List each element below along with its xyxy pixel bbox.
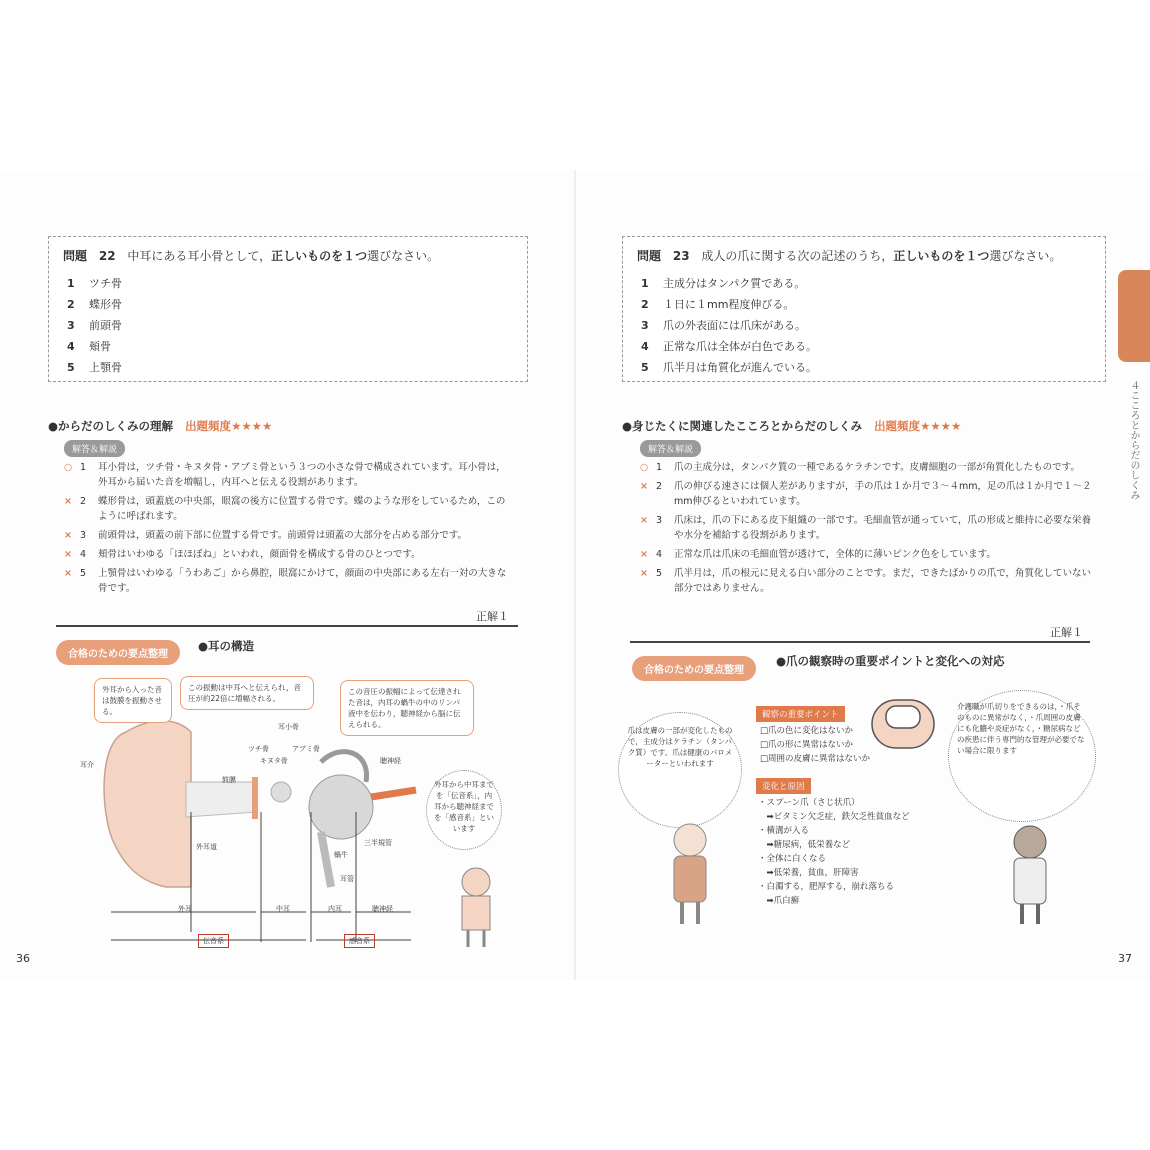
bear-character <box>650 820 730 930</box>
section-title: ●身じたくに関連したこころとからだのしくみ 出題頻度★★★★ <box>622 419 962 433</box>
question-stem-bold: 正しいものを１つ <box>271 249 368 263</box>
check-item: □周囲の皮膚に異常はないか <box>760 754 871 764</box>
question-stem-end: 選びなさい。 <box>989 249 1062 263</box>
label-ossicles: 耳小骨 <box>278 723 299 731</box>
label-tube: 耳管 <box>340 875 354 883</box>
divider <box>56 625 518 627</box>
change-item: ➡糖尿病，低栄養など <box>758 840 851 850</box>
option: 3 爪の外表面には爪床がある。 <box>641 319 806 332</box>
cochlea-shape <box>309 775 373 839</box>
point-title: ●爪の観察時の重要ポイントと変化への対応 <box>776 654 1005 668</box>
question-stem: 中耳にある耳小骨として， <box>127 249 272 263</box>
question-stem-end: 選びなさい。 <box>367 249 440 263</box>
label-auditory: 聴神経 <box>372 905 393 913</box>
change-item: ・横溝が入る <box>758 826 810 836</box>
ear-bubble-1: 外耳から入った音は鼓膜を振動させる。 <box>94 678 172 723</box>
eardrum-shape <box>252 777 258 819</box>
point-pill: 合格のための要点整理 <box>632 656 756 681</box>
label-canals: 三半規管 <box>364 839 392 847</box>
change-item: ・スプーン爪（さじ状爪） <box>758 798 860 808</box>
explanation-row: × 2 蝶形骨は，頭蓋底の中央部，眼窩の後方に位置する骨です。蝶のような形をしているため，このように呼ばれます。 <box>64 496 506 522</box>
change-item: ・全体に白くなる <box>758 854 827 864</box>
label-conductive: 伝音系 <box>198 934 229 948</box>
question-22-box <box>48 236 528 382</box>
question-label: 問題 <box>637 249 662 263</box>
change-item: ・白濁する，肥厚する，崩れ落ちる <box>758 882 895 892</box>
option: 4 頬骨 <box>67 340 111 353</box>
label-auricle: 耳介 <box>80 761 94 769</box>
question-number: 23 <box>672 249 690 263</box>
label-nerve: 聴神経 <box>380 757 401 765</box>
explanation-row: × 4 正常な爪は爪床の毛細血管が透けて，全体的に薄いピンク色をしています。 <box>640 549 996 560</box>
label-middle: 中耳 <box>276 905 290 913</box>
option: 5 爪半月は角質化が進んでいる。 <box>641 361 817 374</box>
star-rating: ★★★★ <box>231 419 273 433</box>
question-stem: 成人の爪に関する次の記述のうち， <box>701 249 894 263</box>
question-header <box>637 247 1061 264</box>
check-item: □爪の形に異常はないか <box>760 740 854 750</box>
gutter <box>574 170 576 980</box>
question-23-box <box>622 236 1106 382</box>
explanation-row: × 4 頬骨はいわゆる「ほほぼね」といわれ，顔面骨を構成する骨のひとつです。 <box>64 549 421 560</box>
change-item: ➡ビタミン欠乏症，鉄欠乏性貧血など <box>758 812 910 822</box>
question-options <box>641 273 817 378</box>
question-header <box>63 247 439 264</box>
tube-shape <box>321 832 331 887</box>
frequency: 出題頻度★★★★ <box>874 419 962 433</box>
option: 3 前頭骨 <box>67 319 122 332</box>
explanation-row: ○ 1 耳小骨は，ツチ骨・キヌタ骨・アブミ骨という３つの小さな骨で構成されています。耳小骨は，外耳から届いた音を増幅し，内耳へと伝える役割があります。 <box>64 462 506 488</box>
chapter-tab <box>1118 270 1150 362</box>
nail-illustration <box>868 696 938 750</box>
chapter-tab-text: ４こころとからだのしくみ <box>1128 380 1139 500</box>
character-bubble: 外耳から中耳までを「伝音系」，内耳から聴神経までを「感音系」といいます <box>426 770 502 850</box>
kaisetsu-tag: 解答＆解説 <box>640 440 701 457</box>
option: 2 １日に１mm程度伸びる。 <box>641 298 795 311</box>
page-number: 36 <box>16 952 30 965</box>
raccoon-character <box>990 820 1070 930</box>
explanation-row: × 5 上顎骨はいわゆる「うわあご」から鼻腔，眼窩にかけて，顔面の中央部にある左右一対の大きな骨です。 <box>64 568 507 594</box>
section-title: ●からだのしくみの理解 出題頻度★★★★ <box>48 419 273 433</box>
explanation-row: × 2 爪の伸びる速さには個人差がありますが，手の爪は１か月で３～４mm，足の爪は１か月で１～２mm伸びるといわれています。 <box>640 481 1092 507</box>
frequency: 出題頻度★★★★ <box>185 419 273 433</box>
ear-bubble-3: この音圧の振幅によって伝達された音は，内耳の蝸牛の中のリンパ液中を伝わり，聴神経から脳に伝えられる。 <box>340 680 474 736</box>
check-item: □爪の色に変化はないか <box>760 726 854 736</box>
answer: 正解１ <box>1050 626 1083 639</box>
explanation-row: × 3 前頭骨は，頭蓋の前下部に位置する骨です。前頭骨は頭蓋の大部分を占める部分です。 <box>64 530 467 541</box>
option: 1 主成分はタンパク質である。 <box>641 277 806 290</box>
label-incus: キヌタ骨 <box>260 757 288 765</box>
point-pill: 合格のための要点整理 <box>56 640 180 665</box>
divider <box>630 641 1090 643</box>
nail-bubble-left: 爪は皮膚の一部が変化したもので，主成分はケラチン（タンパク質）です。爪は健康のバロメーターといわれます <box>618 712 742 828</box>
explanation-row: × 5 爪半月は，爪の根元に見える白い部分のことです。まだ，できたばかりの爪で，角質化していない部分ではありません。 <box>640 568 1092 594</box>
star-rating: ★★★★ <box>920 419 962 433</box>
page-number: 37 <box>1118 952 1132 965</box>
question-options <box>67 273 122 378</box>
label-malleus: ツチ骨 <box>248 745 269 753</box>
label-stapes: アブミ骨 <box>292 745 320 753</box>
nerve-shape <box>371 790 416 797</box>
explanation-row: ○ 1 爪の主成分は，タンパク質の一種であるケラチンです。皮膚細胞の一部が角質化したものです。 <box>640 462 1080 473</box>
option: 5 上顎骨 <box>67 361 122 374</box>
question-label: 問題 <box>63 249 88 263</box>
changes-list <box>758 796 910 908</box>
label-canal: 外耳道 <box>196 843 217 851</box>
label-outer: 外耳 <box>178 905 192 913</box>
character-illustration <box>462 868 490 947</box>
change-item: ➡爪白癬 <box>758 896 800 906</box>
ear-bubble-2: この振動は中耳へと伝えられ，音圧が約22倍に増幅される。 <box>180 676 314 710</box>
explanations <box>640 460 1092 600</box>
auricle-shape <box>104 721 191 887</box>
answer: 正解１ <box>476 610 509 623</box>
checks-tag: 観察の重要ポイント <box>756 706 845 722</box>
kaisetsu-tag: 解答＆解説 <box>64 440 125 457</box>
nail-bubble-right: 介護職が爪切りをできるのは，・爪そのものに異常がなく，・爪周囲の皮膚にも化膿や炎症がなく，・糖尿病などの疾患に伴う専門的な管理が必要でない場合に限ります <box>948 690 1096 822</box>
label-cochlea: 蝸牛 <box>334 851 348 859</box>
option: 2 蝶形骨 <box>67 298 122 311</box>
point-title: ●耳の構造 <box>198 639 255 653</box>
question-number: 22 <box>98 249 116 263</box>
explanation-row: × 3 爪床は，爪の下にある皮下組織の一部です。毛細血管が通っていて，爪の形成と維持に必要な栄養や水分を補給する役割があります。 <box>640 515 1092 541</box>
label-inner: 内耳 <box>328 905 342 913</box>
question-stem-bold: 正しいものを１つ <box>893 249 990 263</box>
label-eardrum: 鼓膜 <box>222 776 236 784</box>
ear-canal-shape <box>186 782 256 817</box>
option: 1 ツチ骨 <box>67 277 122 290</box>
ossicle-shape <box>271 782 291 802</box>
changes-tag: 変化と原因 <box>756 778 811 794</box>
checks-list <box>760 724 870 766</box>
explanations <box>64 460 514 600</box>
change-item: ➡低栄養，貧血，肝障害 <box>758 868 859 878</box>
label-sensorineural: 感音系 <box>344 934 375 948</box>
option: 4 正常な爪は全体が白色である。 <box>641 340 817 353</box>
